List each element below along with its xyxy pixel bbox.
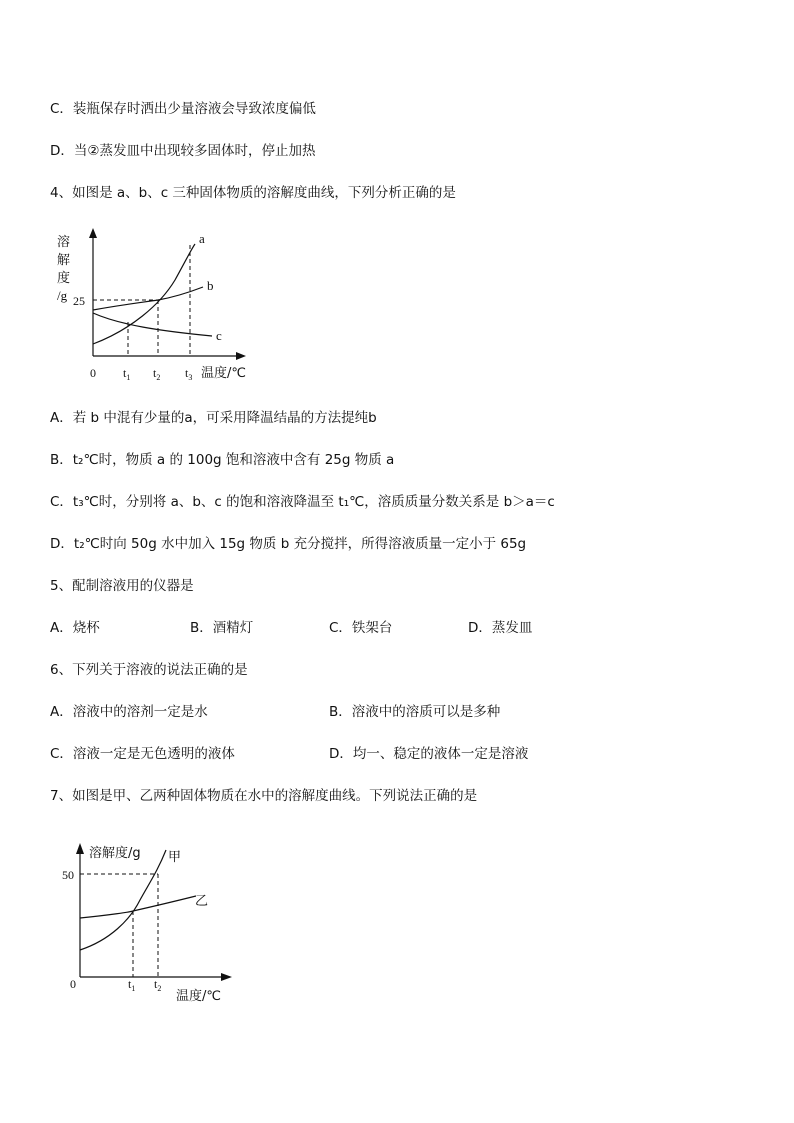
q7-y-tick-50: 50 xyxy=(62,868,74,882)
q4-solubility-figure xyxy=(0,0,794,420)
q4-y-tick-25: 25 xyxy=(73,294,85,308)
q7-xlabel: 温度/℃ xyxy=(176,989,221,1004)
q4-ylabel-3: 度 xyxy=(57,271,71,286)
q4-ylabel-4: /g xyxy=(57,288,68,303)
q4-curve-label-a: a xyxy=(199,231,205,246)
q7-x-tick-t2: $t_2$ xyxy=(154,977,162,993)
q6-option-b: B．溶液中的溶质可以是多种 xyxy=(329,704,501,720)
q4-curve-label-b: b xyxy=(207,278,214,293)
q7-y-axis-arrow xyxy=(76,843,84,854)
q4-option-a: A．若 b 中混有少量的a，可采用降温结晶的方法提纯b xyxy=(50,410,377,426)
q6-option-d: D．均一、稳定的液体一定是溶液 xyxy=(329,746,529,762)
q4-curve-b xyxy=(93,287,203,310)
q4-ylabel-1: 溶 xyxy=(57,235,71,250)
q4-x-tick-t3: $t_3$ xyxy=(185,366,193,382)
q3-option-c: C．装瓶保存时洒出少量溶液会导致浓度偏低 xyxy=(50,101,316,117)
q7-ylabel: 溶解度/g xyxy=(89,846,141,861)
q5-option-d: D．蒸发皿 xyxy=(468,620,533,636)
q3-option-d: D．当②蒸发皿中出现较多固体时，停止加热 xyxy=(50,143,316,159)
q4-x-tick-t1: $t_1$ xyxy=(123,366,131,382)
q5-option-c: C．铁架台 xyxy=(329,620,393,636)
q4-curve-a xyxy=(93,244,195,344)
q7-x-tick-t1: $t_1$ xyxy=(128,977,136,993)
q6-option-c: C．溶液一定是无色透明的液体 xyxy=(50,746,235,762)
q4-stem: 4、如图是 a、b、c 三种固体物质的溶解度曲线，下列分析正确的是 xyxy=(50,185,456,201)
q7-curve-label-jia: 甲 xyxy=(168,850,182,865)
q5-stem: 5、配制溶液用的仪器是 xyxy=(50,578,194,594)
q7-origin: 0 xyxy=(70,977,76,991)
q4-curve-c xyxy=(93,313,212,336)
q4-y-axis-arrow xyxy=(89,228,97,238)
q7-curve-jia xyxy=(80,850,166,950)
q7-stem: 7、如图是甲、乙两种固体物质在水中的溶解度曲线。下列说法正确的是 xyxy=(50,788,478,804)
q6-stem: 6、下列关于溶液的说法正确的是 xyxy=(50,662,248,678)
q5-option-b: B．酒精灯 xyxy=(190,620,254,636)
q7-x-axis-arrow xyxy=(221,973,232,981)
q4-curve-label-c: c xyxy=(216,328,222,343)
q4-x-axis-arrow xyxy=(236,352,246,360)
q7-curve-yi xyxy=(80,896,196,918)
q4-option-c: C．t₃℃时，分别将 a、b、c 的饱和溶液降温至 t₁℃，溶质质量分数关系是 b＞a＝c xyxy=(50,494,555,510)
q4-option-d: D．t₂℃时向 50g 水中加入 15g 物质 b 充分搅拌，所得溶液质量一定小于 65g xyxy=(50,536,527,552)
q4-x-tick-t2: $t_2$ xyxy=(153,366,161,382)
q7-solubility-figure xyxy=(0,820,794,1020)
q4-ylabel-2: 解 xyxy=(57,253,71,268)
q4-origin: 0 xyxy=(90,366,96,380)
q6-option-a: A．溶液中的溶剂一定是水 xyxy=(50,704,208,720)
q7-curve-label-yi: 乙 xyxy=(195,894,209,909)
q4-xlabel: 温度/℃ xyxy=(201,366,246,381)
q4-option-b: B．t₂℃时，物质 a 的 100g 饱和溶液中含有 25g 物质 a xyxy=(50,452,395,468)
q5-option-a: A．烧杯 xyxy=(50,620,100,636)
